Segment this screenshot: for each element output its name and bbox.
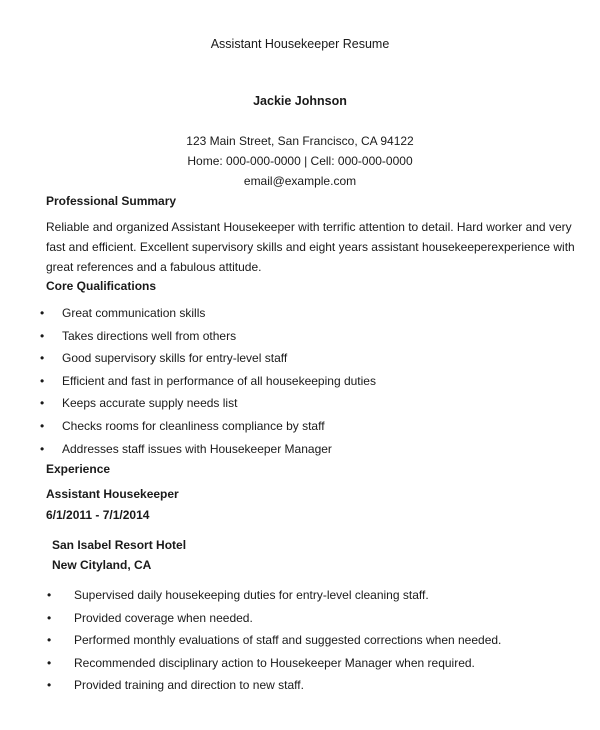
summary-line: Reliable and organized Assistant Housekeeper with terrific attention to detail. Hard worker and very	[46, 220, 572, 234]
summary-heading: Professional Summary	[46, 194, 177, 208]
bullet-icon: •	[47, 610, 52, 625]
duty-text: Provided training and direction to new staff.	[74, 678, 304, 693]
duty-text: Provided coverage when needed.	[74, 610, 253, 625]
list-item	[40, 441, 376, 464]
employer-location: New Cityland, CA	[52, 558, 152, 572]
qualifications-heading: Core Qualifications	[46, 279, 157, 293]
candidate-name: Jackie Johnson	[253, 94, 347, 108]
duty-text: Supervised daily housekeeping duties for entry-level cleaning staff.	[74, 588, 429, 602]
bullet-icon: •	[40, 306, 45, 320]
bullet-icon: •	[47, 588, 52, 602]
qualification-text: Great communication skills	[62, 306, 206, 320]
bullet-icon: •	[40, 441, 45, 456]
document-title: Assistant Housekeeper Resume	[210, 37, 390, 51]
bullet-icon: •	[40, 328, 45, 343]
qualifications-list	[40, 305, 376, 463]
bullet-icon: •	[40, 396, 45, 411]
qualification-text: Addresses staff issues with Housekeeper Manager	[62, 441, 332, 456]
list-item	[40, 418, 376, 441]
bullet-icon: •	[40, 351, 45, 366]
duty-text: Recommended disciplinary action to Housekeeper Manager when required.	[74, 655, 475, 670]
list-item	[40, 305, 376, 328]
list-item	[47, 677, 501, 700]
summary-line: fast and efficient. Excellent supervisory skills and eight years assistant housekeeperexperience with	[46, 240, 575, 254]
contact-address: 123 Main Street, San Francisco, CA 94122	[186, 134, 414, 148]
list-item	[40, 373, 376, 396]
contact-email: email@example.com	[243, 174, 357, 188]
list-item	[40, 328, 376, 351]
qualification-text: Takes directions well from others	[62, 328, 237, 343]
bullet-icon: •	[47, 678, 52, 693]
duties-list	[47, 587, 502, 700]
list-item	[47, 632, 502, 655]
employer-name: San Isabel Resort Hotel	[52, 538, 187, 552]
contact-phones: Home: 000-000-0000 | Cell: 000-000-0000	[187, 154, 413, 168]
summary-paragraph	[46, 217, 575, 277]
summary-line: great references and a fabulous attitude.	[46, 260, 262, 274]
qualification-text: Checks rooms for cleanliness compliance by staff	[62, 418, 325, 433]
qualification-text: Good supervisory skills for entry-level staff	[62, 351, 288, 366]
qualification-text: Efficient and fast in performance of all housekeeping duties	[62, 373, 376, 388]
experience-heading: Experience	[46, 462, 111, 476]
bullet-icon: •	[47, 655, 52, 670]
bullet-icon: •	[40, 373, 45, 388]
bullet-icon: •	[40, 418, 45, 433]
duty-text: Performed monthly evaluations of staff and suggested corrections when needed.	[74, 633, 502, 648]
list-item	[40, 350, 376, 373]
list-item	[47, 610, 501, 633]
job-dates: 6/1/2011 - 7/1/2014	[46, 508, 150, 522]
list-item	[47, 655, 501, 678]
bullet-icon: •	[47, 633, 52, 648]
list-item	[40, 395, 376, 418]
qualification-text: Keeps accurate supply needs list	[62, 396, 238, 411]
job-title: Assistant Housekeeper	[46, 487, 179, 501]
list-item	[47, 587, 501, 610]
